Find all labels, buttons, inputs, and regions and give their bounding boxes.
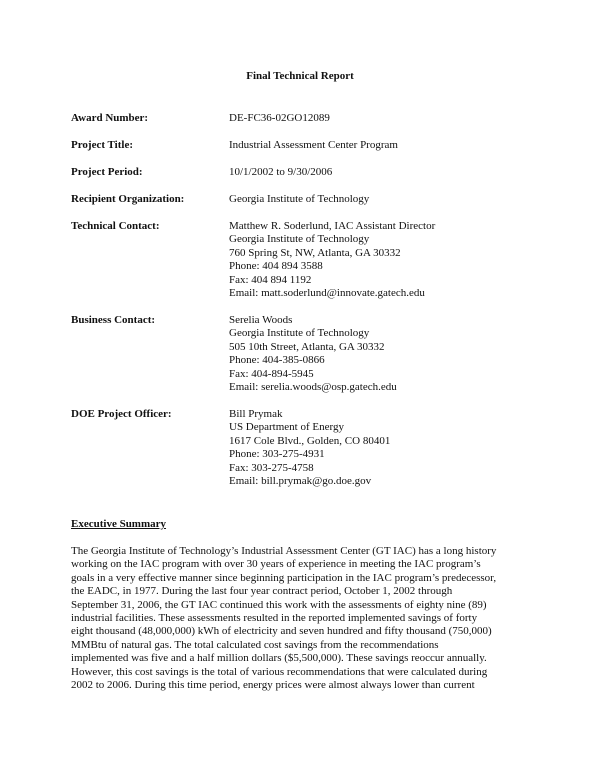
summary-line: industrial facilities. These assessments resulted in the reported implemented savings of forty: [71, 612, 478, 625]
executive-summary-heading: Executive Summary: [71, 518, 167, 530]
business-contact-name: Serelia Woods: [229, 314, 293, 326]
summary-line: eight thousand (48,000,000) kWh of electricity and seven hundred and fifty thousand (750,000): [71, 625, 492, 638]
summary-line: September 31, 2006, the GT IAC continued this work with the assessments of eighty nine (89): [71, 598, 487, 611]
summary-line: However, this cost savings is the total of various recommendations that were calculated during: [71, 665, 488, 678]
technical-contact-fax: Fax: 404 894 1192: [229, 273, 312, 286]
summary-line: The Georgia Institute of Technology’s Industrial Assessment Center (GT IAC) has a long history: [71, 545, 497, 557]
business-contact-address: 505 10th Street, Atlanta, GA 30332: [229, 340, 385, 353]
technical-contact-value: [229, 220, 435, 300]
doe-officer-org: US Department of Energy: [229, 421, 344, 434]
technical-contact-phone: Phone: 404 894 3588: [229, 260, 323, 273]
business-contact-label: Business Contact:: [71, 314, 156, 326]
business-contact-org: Georgia Institute of Technology: [229, 327, 370, 340]
doe-project-officer-label: DOE Project Officer:: [71, 408, 172, 420]
doe-officer-phone: Phone: 303-275-4931: [229, 448, 325, 461]
technical-contact-label: Technical Contact:: [71, 220, 160, 232]
executive-summary-body: [71, 545, 541, 692]
technical-contact-email: Email: matt.soderlund@innovate.gatech.edu: [229, 287, 425, 300]
summary-line: working on the IAC program with over 30 years of experience in meeting the IAC program’s: [71, 558, 481, 571]
summary-line: goals in a very effective manner since beginning participation in the IAC program’s predecessor,: [71, 571, 497, 584]
business-contact-value: [229, 314, 397, 394]
doe-officer-fax: Fax: 303-275-4758: [229, 461, 314, 474]
project-period-value: 10/1/2002 to 9/30/2006: [229, 166, 333, 178]
summary-line: 2002 to 2006. During this time period, energy prices were almost always lower than current: [71, 679, 475, 692]
summary-line: implemented was five and a half million dollars ($5,500,000). These savings reoccur annually.: [71, 652, 487, 665]
technical-contact-org: Georgia Institute of Technology: [229, 233, 370, 246]
business-contact-email: Email: serelia.woods@osp.gatech.edu: [229, 381, 397, 394]
summary-line: MMBtu of natural gas. The total calculated cost savings from the recommendations: [71, 638, 439, 651]
recipient-organization-label: Recipient Organization:: [71, 193, 185, 205]
recipient-organization-value: Georgia Institute of Technology: [229, 193, 370, 205]
project-period-label: Project Period:: [71, 166, 143, 178]
report-title: Final Technical Report: [246, 70, 354, 82]
project-title-label: Project Title:: [71, 139, 134, 151]
technical-contact-name: Matthew R. Soderlund, IAC Assistant Director: [229, 220, 436, 232]
doe-officer-name: Bill Prymak: [229, 408, 283, 420]
technical-contact-address: 760 Spring St, NW, Atlanta, GA 30332: [229, 246, 401, 259]
award-number-value: DE-FC36-02GO12089: [229, 112, 330, 124]
doe-project-officer-value: [229, 408, 390, 488]
doe-officer-email: Email: bill.prymak@go.doe.gov: [229, 475, 372, 488]
summary-line: the EADC, in 1977. During the last four year contract period, October 1, 2002 through: [71, 585, 453, 598]
business-contact-phone: Phone: 404-385-0866: [229, 354, 325, 367]
business-contact-fax: Fax: 404-894-5945: [229, 367, 314, 380]
award-number-label: Award Number:: [71, 112, 149, 124]
project-title-value: Industrial Assessment Center Program: [229, 139, 398, 151]
doe-officer-address: 1617 Cole Blvd., Golden, CO 80401: [229, 434, 391, 447]
